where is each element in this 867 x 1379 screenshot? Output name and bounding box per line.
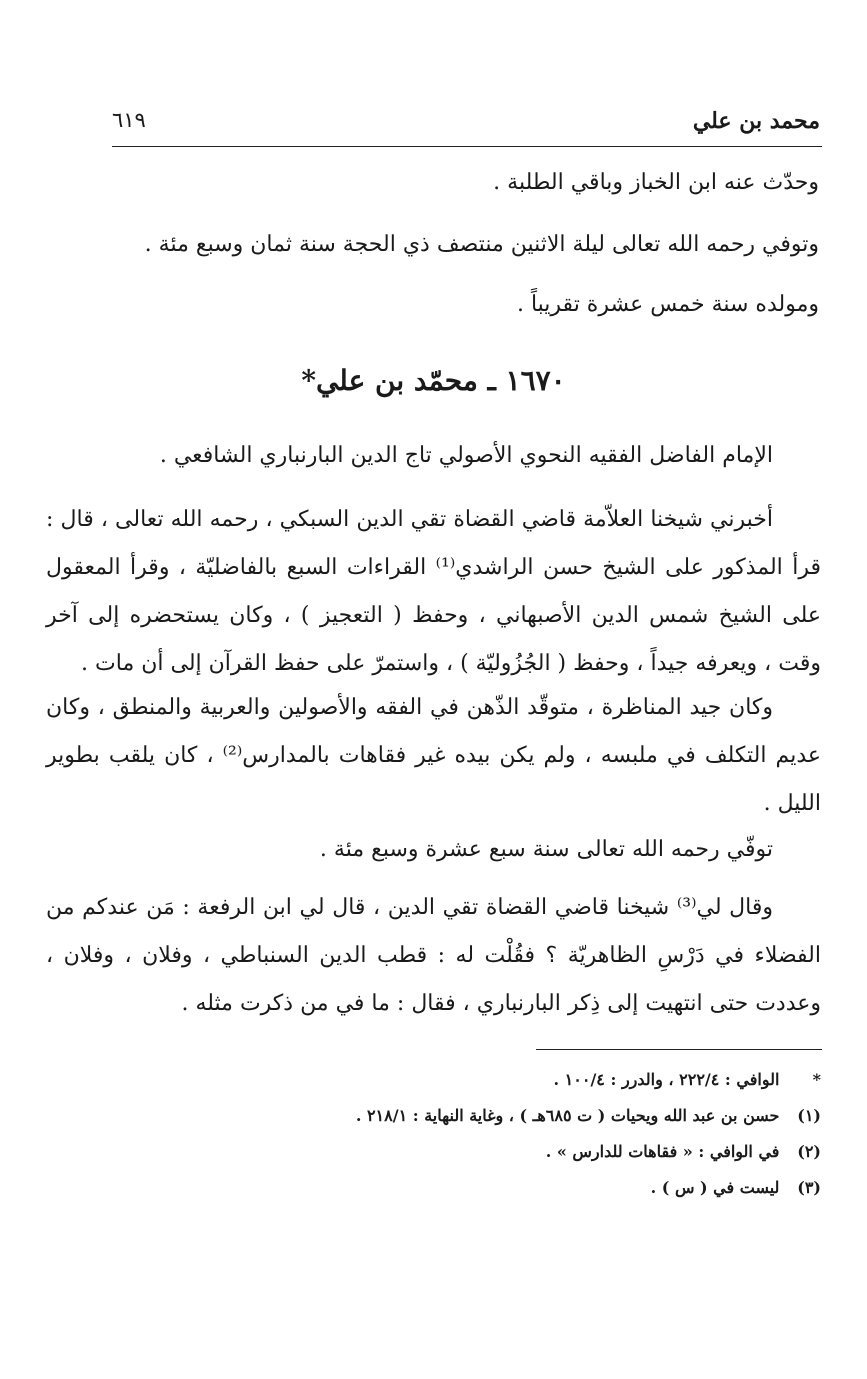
- footnote-text: حسن بن عبد الله ويحيات ( ت ٦٨٥هـ ) ، وغاية النهاية : ٢١٨/١ .: [355, 1106, 780, 1125]
- text-line: وحدّث عنه ابن الخباز وباقي الطلبة .: [493, 170, 819, 195]
- footnote-text: الوافي : ٢٢٢/٤ ، والدرر : ١٠٠/٤ .: [553, 1070, 780, 1089]
- running-head: [112, 108, 820, 142]
- text-line: وتوفي رحمه الله تعالى ليلة الاثنين منتصف ذي الحجة سنة ثمان وسبع مئة .: [144, 232, 819, 257]
- footnote-mark: (١): [797, 1106, 821, 1125]
- footnote: [46, 1178, 821, 1197]
- text-line: ومولده سنة خمس عشرة تقريباً .: [516, 292, 819, 317]
- footnote-mark: (٢): [797, 1142, 821, 1161]
- page-number: ٦١٩: [112, 108, 146, 132]
- paragraph: أخبرني شيخنا العلاّمة قاضي القضاة تقي الدين السبكي ، رحمه الله تعالى ، قال : قرأ المذكور على الشيخ حسن الراشدي⁽¹⁾ القراءات السبع بالفاضليّة ، وقرأ المعقول على الشيخ شمس الدين الأصبهاني ، وحفظ ( التعجيز ) ، وكان يستحضره إلى آخر وقت ، ويعرفه جيداً ، وحفظ ( الجُزُوليّة ) ، واستمرّ على حفظ القرآن إلى أن مات .: [46, 507, 821, 676]
- footnote: [46, 1070, 821, 1089]
- footnote-rule: [536, 1049, 822, 1050]
- footnote-mark: *: [812, 1070, 821, 1089]
- footnote: [46, 1106, 821, 1125]
- header-rule: [112, 146, 822, 147]
- paragraph: وكان جيد المناظرة ، متوقّد الذّهن في الفقه والأصولين والعربية والمنطق ، وكان عديم التكلف في ملبسه ، ولم يكن بيده غير فقاهات بالمدارس⁽²⁾ ، كان يلقب بطوير الليل .: [46, 695, 821, 816]
- paragraph: توفّي رحمه الله تعالى سنة سبع عشرة وسبع مئة .: [319, 837, 773, 862]
- paragraph: وقال لي⁽³⁾ شيخنا قاضي القضاة تقي الدين ، قال لي ابن الرفعة : مَن عندكم من الفضلاء في دَرْسِ الظاهريّة ؟ فقُلْت له : قطب الدين السنباطي ، وفلان ، وفلان ، وعددت حتى انتهيت إلى ذِكر البارنباري ، فقال : ما في من ذكرت مثله .: [46, 895, 821, 1016]
- entry-heading: ١٦٧٠ ـ محمّد بن علي*: [301, 364, 566, 397]
- paragraph: الإمام الفاضل الفقيه النحوي الأصولي تاج الدين البارنباري الشافعي .: [159, 443, 773, 468]
- footnote-text: ليست في ( س ) .: [650, 1178, 780, 1197]
- footnote-mark: (٣): [797, 1178, 821, 1197]
- footnote: [46, 1142, 821, 1161]
- footnote-text: في الوافي : « فقاهات للدارس » .: [545, 1142, 780, 1161]
- running-head-title: محمد بن علي: [692, 108, 820, 134]
